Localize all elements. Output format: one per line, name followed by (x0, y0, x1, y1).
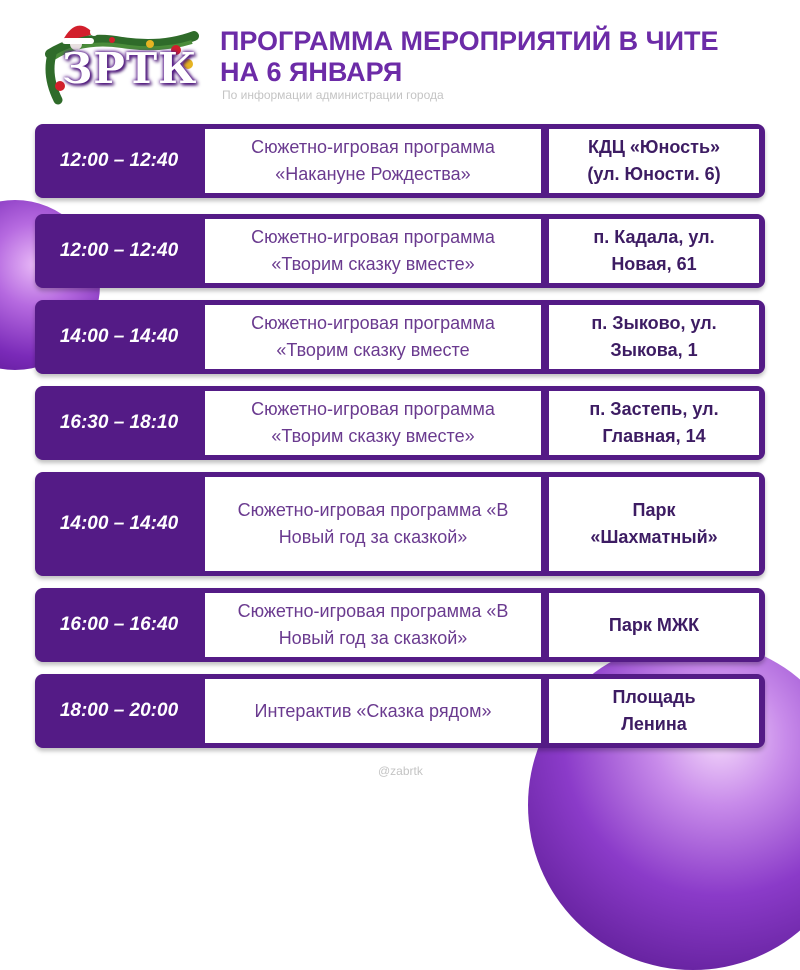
event-description-text: Сюжетно-игровая программа «Творим сказку вместе» (251, 399, 495, 446)
schedule-row (35, 588, 765, 662)
schedule-row (35, 674, 765, 748)
event-description-text: Сюжетно-игровая программа «В Новый год за сказкой» (237, 601, 509, 648)
zrtk-logo (42, 14, 200, 114)
event-description-text: Сюжетно-игровая программа «В Новый год за сказкой» (237, 500, 509, 547)
event-place-text: Площадь Ленина (612, 687, 696, 734)
event-time: 12:00 – 12:40 (59, 240, 179, 261)
event-place-text: Парк МЖК (608, 614, 700, 635)
event-description-text: Сюжетно-игровая программа «Творим сказку вместе» (251, 227, 495, 274)
event-place (549, 305, 759, 369)
schedule-row (35, 124, 765, 198)
event-place-text: п. Застепь, ул. Главная, 14 (589, 399, 719, 446)
event-description (205, 679, 541, 743)
event-time: 18:00 – 20:00 (59, 700, 179, 721)
schedule-row (35, 386, 765, 460)
event-time: 16:30 – 18:10 (59, 412, 179, 433)
event-time: 14:00 – 14:40 (59, 326, 179, 347)
event-time: 16:00 – 16:40 (59, 614, 179, 635)
event-description (205, 593, 541, 657)
event-place (549, 679, 759, 743)
page-title (220, 26, 780, 88)
event-description (205, 477, 541, 571)
event-place (549, 477, 759, 571)
event-description-text: Интерактив «Сказка рядом» (254, 700, 492, 721)
event-place (549, 391, 759, 455)
event-description (205, 129, 541, 193)
schedule-row (35, 300, 765, 374)
event-description (205, 305, 541, 369)
event-description (205, 219, 541, 283)
event-place-text: п. Зыково, ул. Зыкова, 1 (591, 313, 717, 360)
schedule-row (35, 214, 765, 288)
page-title-text: ПРОГРАММА МЕРОПРИЯТИЙ В ЧИТЕ НА 6 ЯНВАРЯ (220, 26, 719, 87)
event-time: 14:00 – 14:40 (59, 513, 179, 534)
event-description-text: Сюжетно-игровая программа «Творим сказку вместе (251, 313, 495, 360)
logo-text: ЗРТК (62, 44, 198, 93)
event-place (549, 593, 759, 657)
social-handle: @zabrtk (378, 764, 423, 778)
event-description-text: Сюжетно-игровая программа «Накануне Рождества» (251, 137, 495, 184)
page-subtitle: По информации администрации города (222, 88, 444, 102)
schedule-row (35, 472, 765, 576)
event-place (549, 219, 759, 283)
event-place-text: п. Кадала, ул. Новая, 61 (593, 227, 715, 274)
event-place (549, 129, 759, 193)
event-time: 12:00 – 12:40 (59, 150, 179, 171)
event-description (205, 391, 541, 455)
event-place-text: КДЦ «Юность» (ул. Юности. 6) (587, 137, 721, 184)
event-place-text: Парк «Шахматный» (590, 500, 718, 547)
